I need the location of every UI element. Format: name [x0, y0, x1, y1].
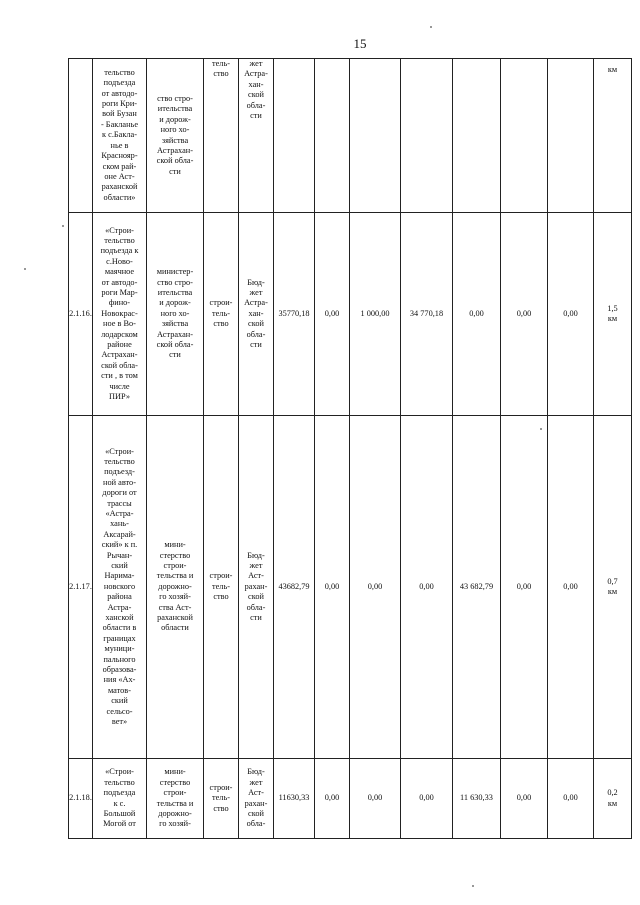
year-amount	[401, 59, 453, 213]
object-name: «Строи- тельство подъезд- ной авто- дороги от трассы «Астра- хань- Аксарай- ский» к п. Рычан- ский Нарима- новского района Астра- ханской области в границах муници- пального образова- ния «Ах- матов- ский сельсо- вет»	[93, 416, 147, 759]
object-name: тельство подъезда от автодо- роги Кри- вой Бузан - Бакланье к с.Бакла- нье в Краснояр- ском рай- оне Аст- раханской области»	[93, 59, 147, 213]
executor: ство стро- ительства и дорож- ного хо- зяйства Астрахан- ской обла- сти	[147, 59, 204, 213]
table-row	[69, 759, 632, 839]
year-amount: 0,00	[315, 759, 350, 839]
year-amount	[501, 59, 548, 213]
executor: мини- стерство строи- тельства и дорожно- го хозяй-	[147, 759, 204, 839]
year-amount	[315, 59, 350, 213]
capacity-unit: 0,7 км	[594, 416, 632, 759]
funding-source: жет Астра- хан- ской обла- сти	[239, 59, 274, 213]
work-type: тель- ство	[204, 59, 239, 213]
scan-speck	[472, 885, 474, 887]
total-amount	[274, 59, 315, 213]
year-amount	[548, 59, 594, 213]
table-row	[69, 213, 632, 416]
year-amount	[453, 59, 501, 213]
capacity-unit: 1,5 км	[594, 213, 632, 416]
row-index: 2.1.16.	[69, 213, 93, 416]
total-amount: 11630,33	[274, 759, 315, 839]
year-amount: 0,00	[350, 416, 401, 759]
object-name: «Строи- тельство подъезда к с.Ново- маячное от автодо- роги Мар- фино- Новокрас- ное в Во- лодарском районе Астрахан- ской обла- сти , в том числе ПИР»	[93, 213, 147, 416]
page-number: 15	[353, 36, 367, 51]
funding-source: Бюд- жет Астра- хан- ской обла- сти	[239, 213, 274, 416]
year-amount: 43 682,79	[453, 416, 501, 759]
row-index: 2.1.17.	[69, 416, 93, 759]
year-amount: 0,00	[350, 759, 401, 839]
year-amount: 0,00	[315, 213, 350, 416]
total-amount: 43682,79	[274, 416, 315, 759]
funding-source: Бюд- жет Аст- рахан- ской обла-	[239, 759, 274, 839]
scan-speck	[430, 26, 432, 28]
funding-source: Бюд- жет Аст- рахан- ской обла- сти	[239, 416, 274, 759]
capacity-unit: 0,2 км	[594, 759, 632, 839]
work-type: строи- тель- ство	[204, 213, 239, 416]
year-amount: 0,00	[315, 416, 350, 759]
executor: министер- ство стро- ительства и дорож- ного хо- зяйства Астрахан- ской обла- сти	[147, 213, 204, 416]
year-amount: 0,00	[501, 759, 548, 839]
table-row	[69, 59, 632, 213]
year-amount: 11 630,33	[453, 759, 501, 839]
year-amount: 0,00	[548, 213, 594, 416]
year-amount: 34 770,18	[401, 213, 453, 416]
table-row	[69, 416, 632, 759]
work-type: строи- тель- ство	[204, 416, 239, 759]
work-type: строи- тель- ство	[204, 759, 239, 839]
year-amount: 0,00	[401, 759, 453, 839]
row-index: 2.1.18.	[69, 759, 93, 839]
total-amount: 35770,18	[274, 213, 315, 416]
year-amount: 0,00	[548, 759, 594, 839]
row-index	[69, 59, 93, 213]
year-amount: 0,00	[401, 416, 453, 759]
scan-speck	[62, 225, 64, 227]
year-amount: 0,00	[453, 213, 501, 416]
year-amount: 0,00	[501, 416, 548, 759]
capacity-unit: км	[594, 59, 632, 213]
budget-table	[68, 58, 632, 839]
scan-speck	[540, 428, 542, 430]
scan-speck	[24, 268, 26, 270]
year-amount: 1 000,00	[350, 213, 401, 416]
year-amount	[350, 59, 401, 213]
year-amount: 0,00	[501, 213, 548, 416]
executor: мини- стерство строи- тельства и дорожно- го хозяй- ства Аст- раханской области	[147, 416, 204, 759]
object-name: «Строи- тельство подъезда к с. Большой Могой от	[93, 759, 147, 839]
year-amount: 0,00	[548, 416, 594, 759]
